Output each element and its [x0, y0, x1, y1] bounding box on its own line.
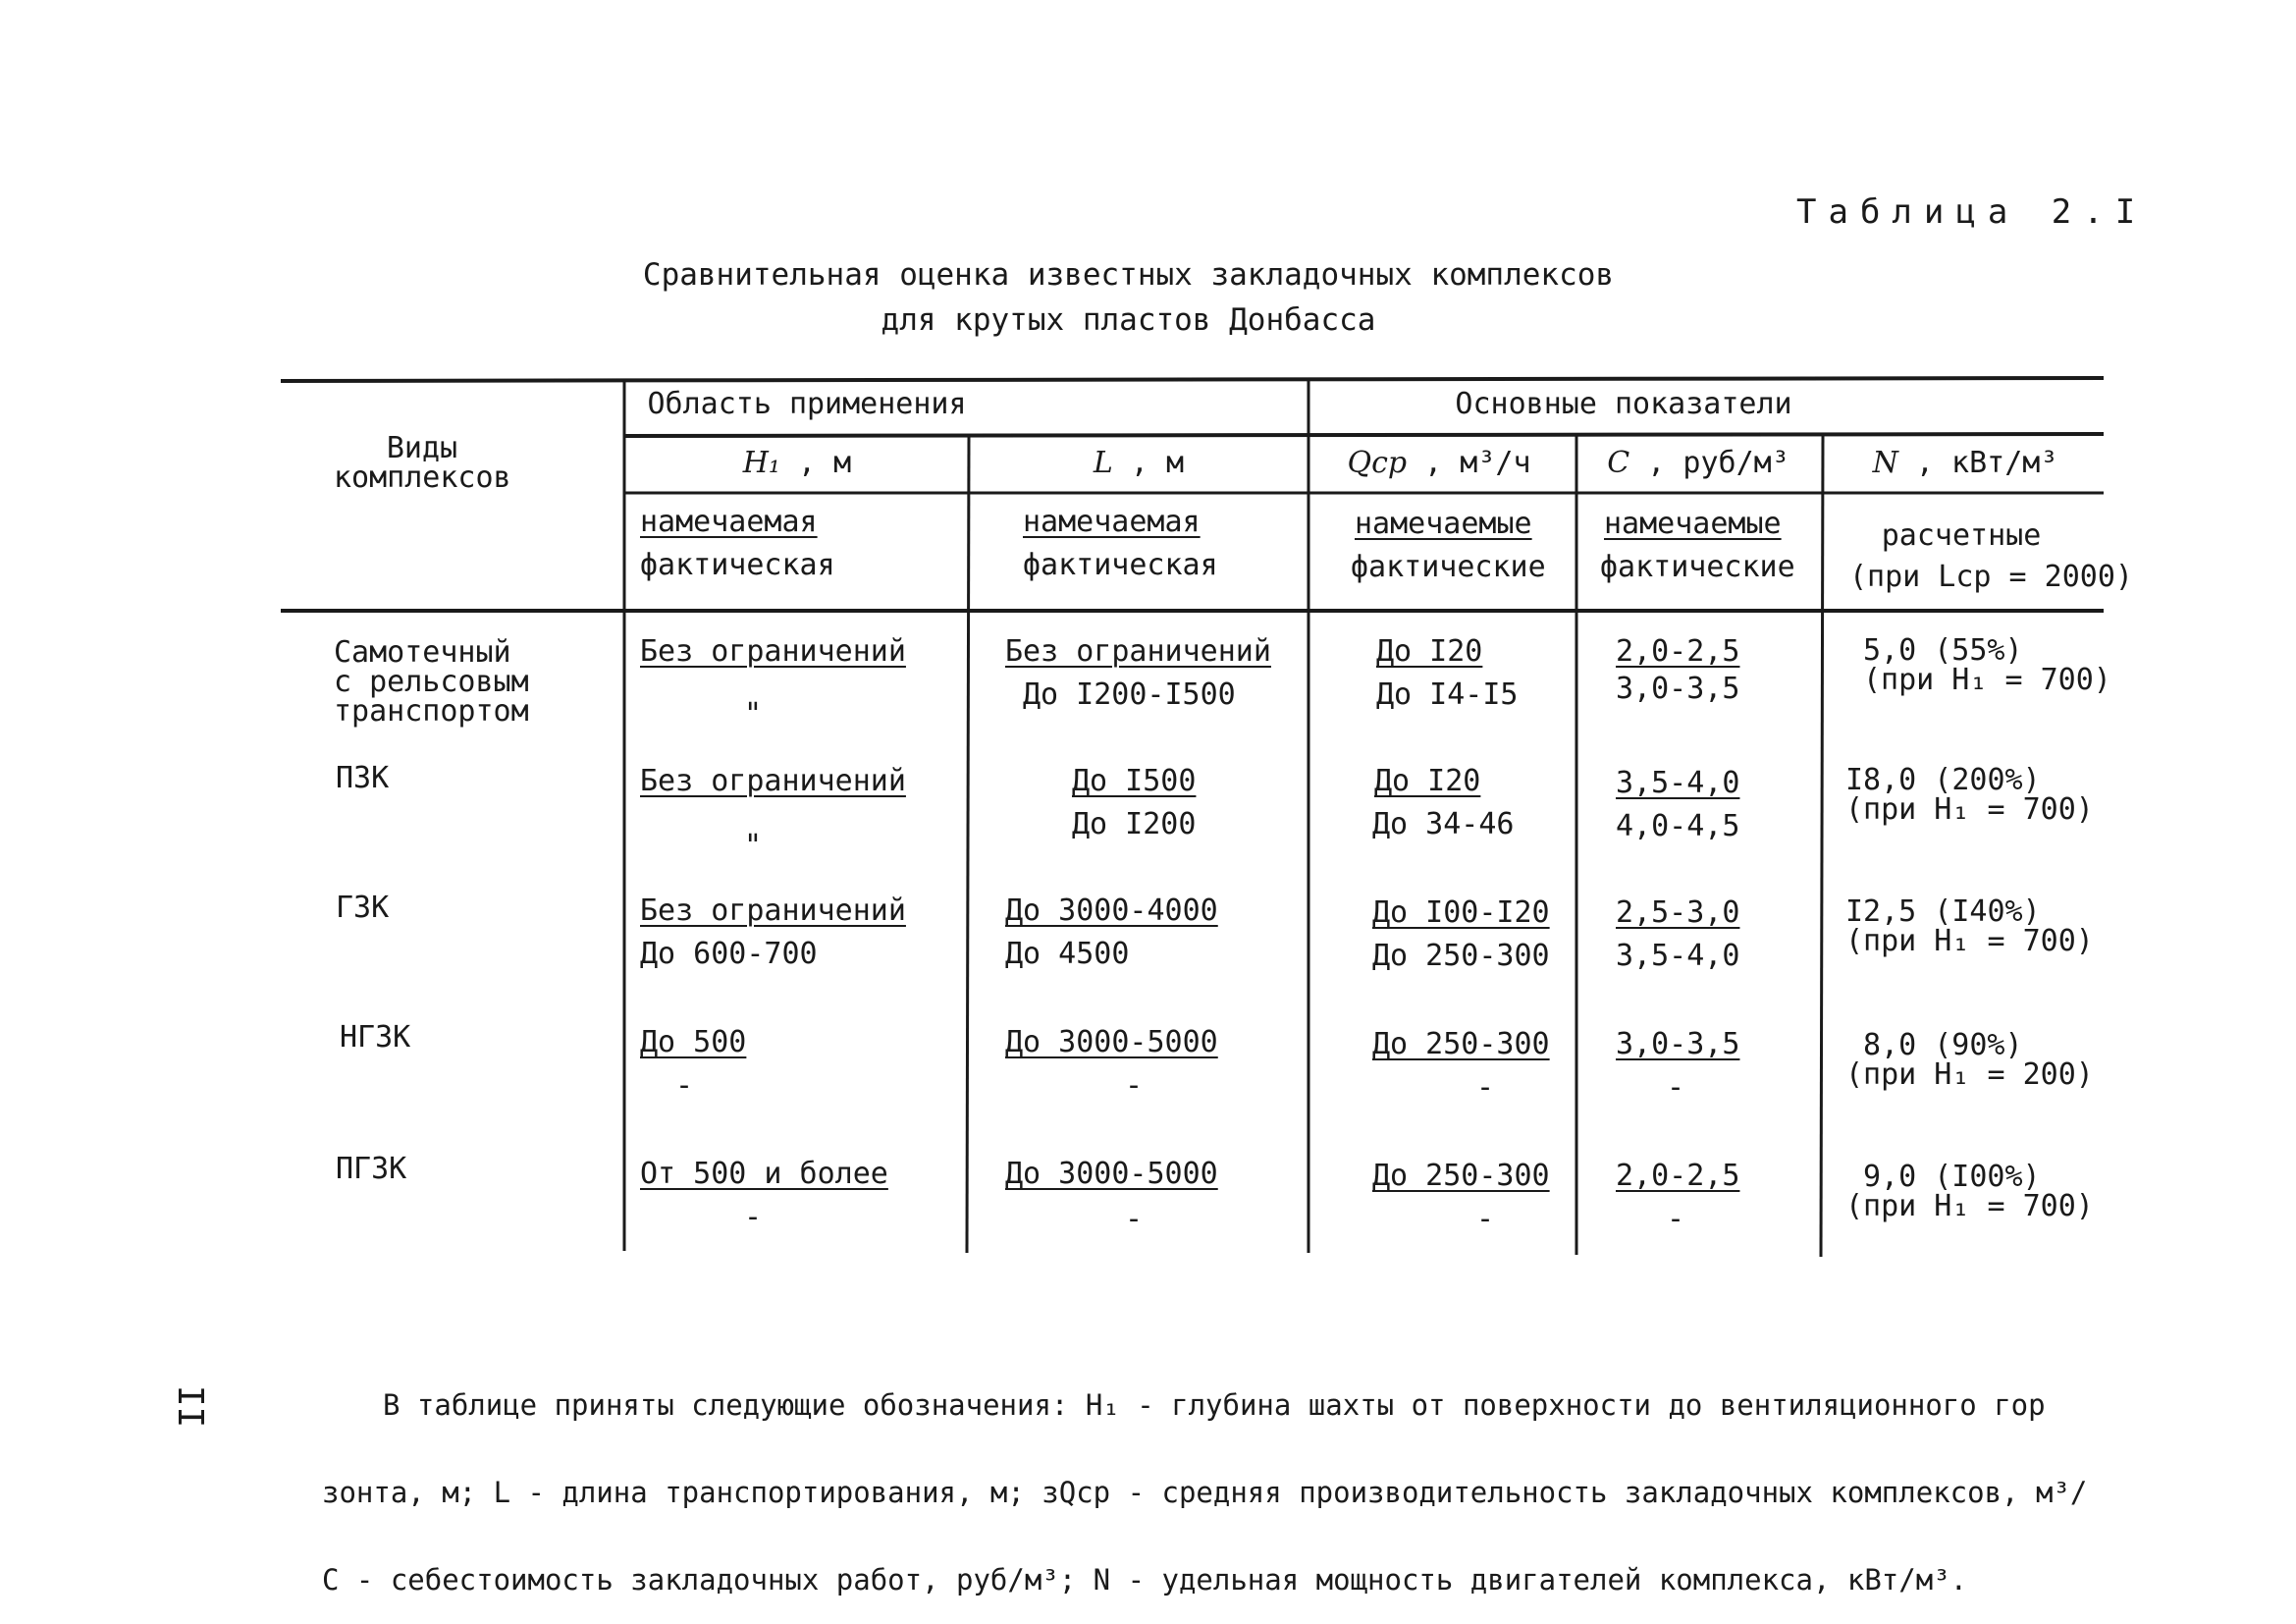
cell-q-planned: До I20 [1376, 634, 1483, 669]
cell-l-planned: До 3000-5000 [1005, 1025, 1218, 1059]
cell-l-actual: - [1125, 1202, 1144, 1236]
cell-q-actual: До I4-I5 [1376, 677, 1519, 712]
header-l [1094, 448, 1184, 479]
cell-n-note: (при H₁ = 700) [1845, 924, 2094, 958]
header-n [1873, 448, 2058, 479]
cell-c-planned: 2,0-2,5 [1616, 634, 1740, 669]
cell-c-actual: - [1667, 1202, 1685, 1236]
cell-h-actual: До 600-700 [640, 937, 818, 971]
cell-h-actual: - [675, 1068, 694, 1103]
cell-q-planned: До 250-300 [1372, 1159, 1550, 1193]
cell-c-planned: 3,0-3,5 [1616, 1027, 1740, 1061]
cell-c-planned: 2,5-3,0 [1616, 895, 1740, 930]
cell-q-actual: - [1476, 1070, 1495, 1105]
col-divider-5 [1821, 436, 1823, 1257]
cell-q-actual: - [1476, 1202, 1495, 1236]
cell-q-actual: До 34-46 [1372, 807, 1515, 841]
h1-symbol: H₁ [742, 446, 780, 480]
footnote-line-3: C - себестоимость закладочных работ, руб/м³; N - удельная мощность двигателей комплекса, кВт/м³. [322, 1562, 1968, 1597]
header-l-planned: намечаемая [1023, 505, 1201, 539]
cell-h-actual: - [744, 1200, 763, 1234]
header-types: Виды комплексов [334, 431, 511, 495]
cell-n-note: (при H₁ = 700) [1863, 663, 2111, 697]
cell-n-note: (при H₁ = 700) [1845, 1189, 2094, 1223]
c-unit: , руб/м³ [1647, 446, 1789, 480]
cell-l-planned: До 3000-4000 [1005, 893, 1218, 928]
footnote-line-2: зонта, м; L - длина транспортирования, м; зQср - средняя производительность закладочных комплексов, м³/ [322, 1475, 2088, 1509]
c-symbol: C [1607, 446, 1630, 480]
row-name: ПГЗК [336, 1152, 407, 1186]
header-h-actual: фактическая [640, 548, 835, 582]
h1-unit: , м [798, 446, 852, 480]
cell-h-planned: Без ограничений [640, 634, 906, 669]
cell-q-actual: До 250-300 [1372, 939, 1550, 973]
header-h1 [743, 448, 851, 479]
cell-l-planned: До I500 [1072, 764, 1197, 798]
header-h-planned: намечаемая [640, 505, 818, 539]
header-q [1347, 448, 1530, 479]
cell-l-planned: До 3000-5000 [1005, 1157, 1218, 1191]
cell-n-value: I2,5 (I40%) [1845, 894, 2041, 929]
cell-l-actual: - [1125, 1068, 1144, 1103]
page-number: II [170, 1384, 211, 1429]
cell-l-actual: До I200-I500 [1023, 677, 1236, 712]
header-rule-scope [625, 434, 2104, 436]
header-c [1607, 448, 1789, 479]
table-title-line-1: Сравнительная оценка известных закладочных комплексов [642, 257, 1615, 293]
cell-q-planned: До 250-300 [1372, 1027, 1550, 1061]
cell-l-planned: Без ограничений [1005, 634, 1271, 669]
header-q-actual: фактические [1351, 550, 1546, 584]
cell-h-planned: От 500 и более [640, 1157, 888, 1191]
l-symbol: L [1093, 446, 1113, 480]
cell-n-note: (при H₁ = 700) [1845, 792, 2094, 827]
cell-q-planned: До I20 [1374, 764, 1481, 798]
table-number: Таблица 2.I [1796, 192, 2148, 232]
cell-l-actual: До I200 [1072, 807, 1197, 841]
n-unit: , кВт/м³ [1915, 446, 2058, 480]
cell-l-actual: До 4500 [1005, 937, 1130, 971]
cell-q-planned: До I00-I20 [1372, 895, 1550, 930]
header-n-calc-note: (при Lср = 2000) [1849, 560, 2133, 594]
row-name: НГЗК [340, 1020, 411, 1055]
cell-n-value: I8,0 (200%) [1845, 763, 2041, 797]
row-name: ГЗК [336, 891, 390, 925]
q-symbol: Qср [1347, 446, 1408, 480]
cell-n-note: (при H₁ = 200) [1845, 1057, 2094, 1092]
cell-c-actual: - [1667, 1070, 1685, 1105]
header-q-planned: намечаемые [1355, 507, 1532, 541]
header-indicators: Основные показатели [1455, 387, 1792, 421]
cell-h-actual: " [744, 829, 763, 863]
cell-c-planned: 3,5-4,0 [1616, 766, 1740, 800]
row-name: ПЗК [336, 761, 390, 795]
cell-n-value: 9,0 (I00%) [1863, 1160, 2041, 1194]
header-n-calc: расчетные [1881, 518, 2042, 553]
n-symbol: N [1872, 446, 1898, 480]
cell-h-planned: Без ограничений [640, 893, 906, 928]
table-title-line-2: для крутых пластов Донбасса [881, 302, 1376, 338]
cell-h-actual: " [744, 697, 763, 731]
cell-h-planned: Без ограничений [640, 764, 906, 798]
header-scope: Область применения [647, 387, 967, 421]
l-unit: , м [1130, 446, 1185, 480]
cell-n-value: 5,0 (55%) [1863, 633, 2023, 668]
header-l-actual: фактическая [1023, 548, 1218, 582]
header-c-actual: фактические [1600, 550, 1795, 584]
cell-c-planned: 2,0-2,5 [1616, 1159, 1740, 1193]
row-name: Самотечный с рельсовым транспортом [334, 635, 529, 729]
header-c-planned: намечаемые [1604, 507, 1782, 541]
cell-c-actual: 3,5-4,0 [1616, 939, 1740, 973]
cell-c-actual: 3,0-3,5 [1616, 672, 1740, 706]
cell-h-planned: До 500 [640, 1025, 747, 1059]
cell-n-value: 8,0 (90%) [1863, 1028, 2023, 1062]
cell-c-actual: 4,0-4,5 [1616, 809, 1740, 843]
table-top-rule [281, 378, 2104, 381]
footnote-line-1: В таблице приняты следующие обозначения: H₁ - глубина шахты от поверхности до вентиляционного гор [383, 1388, 2046, 1423]
col-divider-2 [967, 436, 969, 1253]
footnote [322, 1333, 2118, 1624]
q-unit: , м³/ч [1424, 446, 1531, 480]
